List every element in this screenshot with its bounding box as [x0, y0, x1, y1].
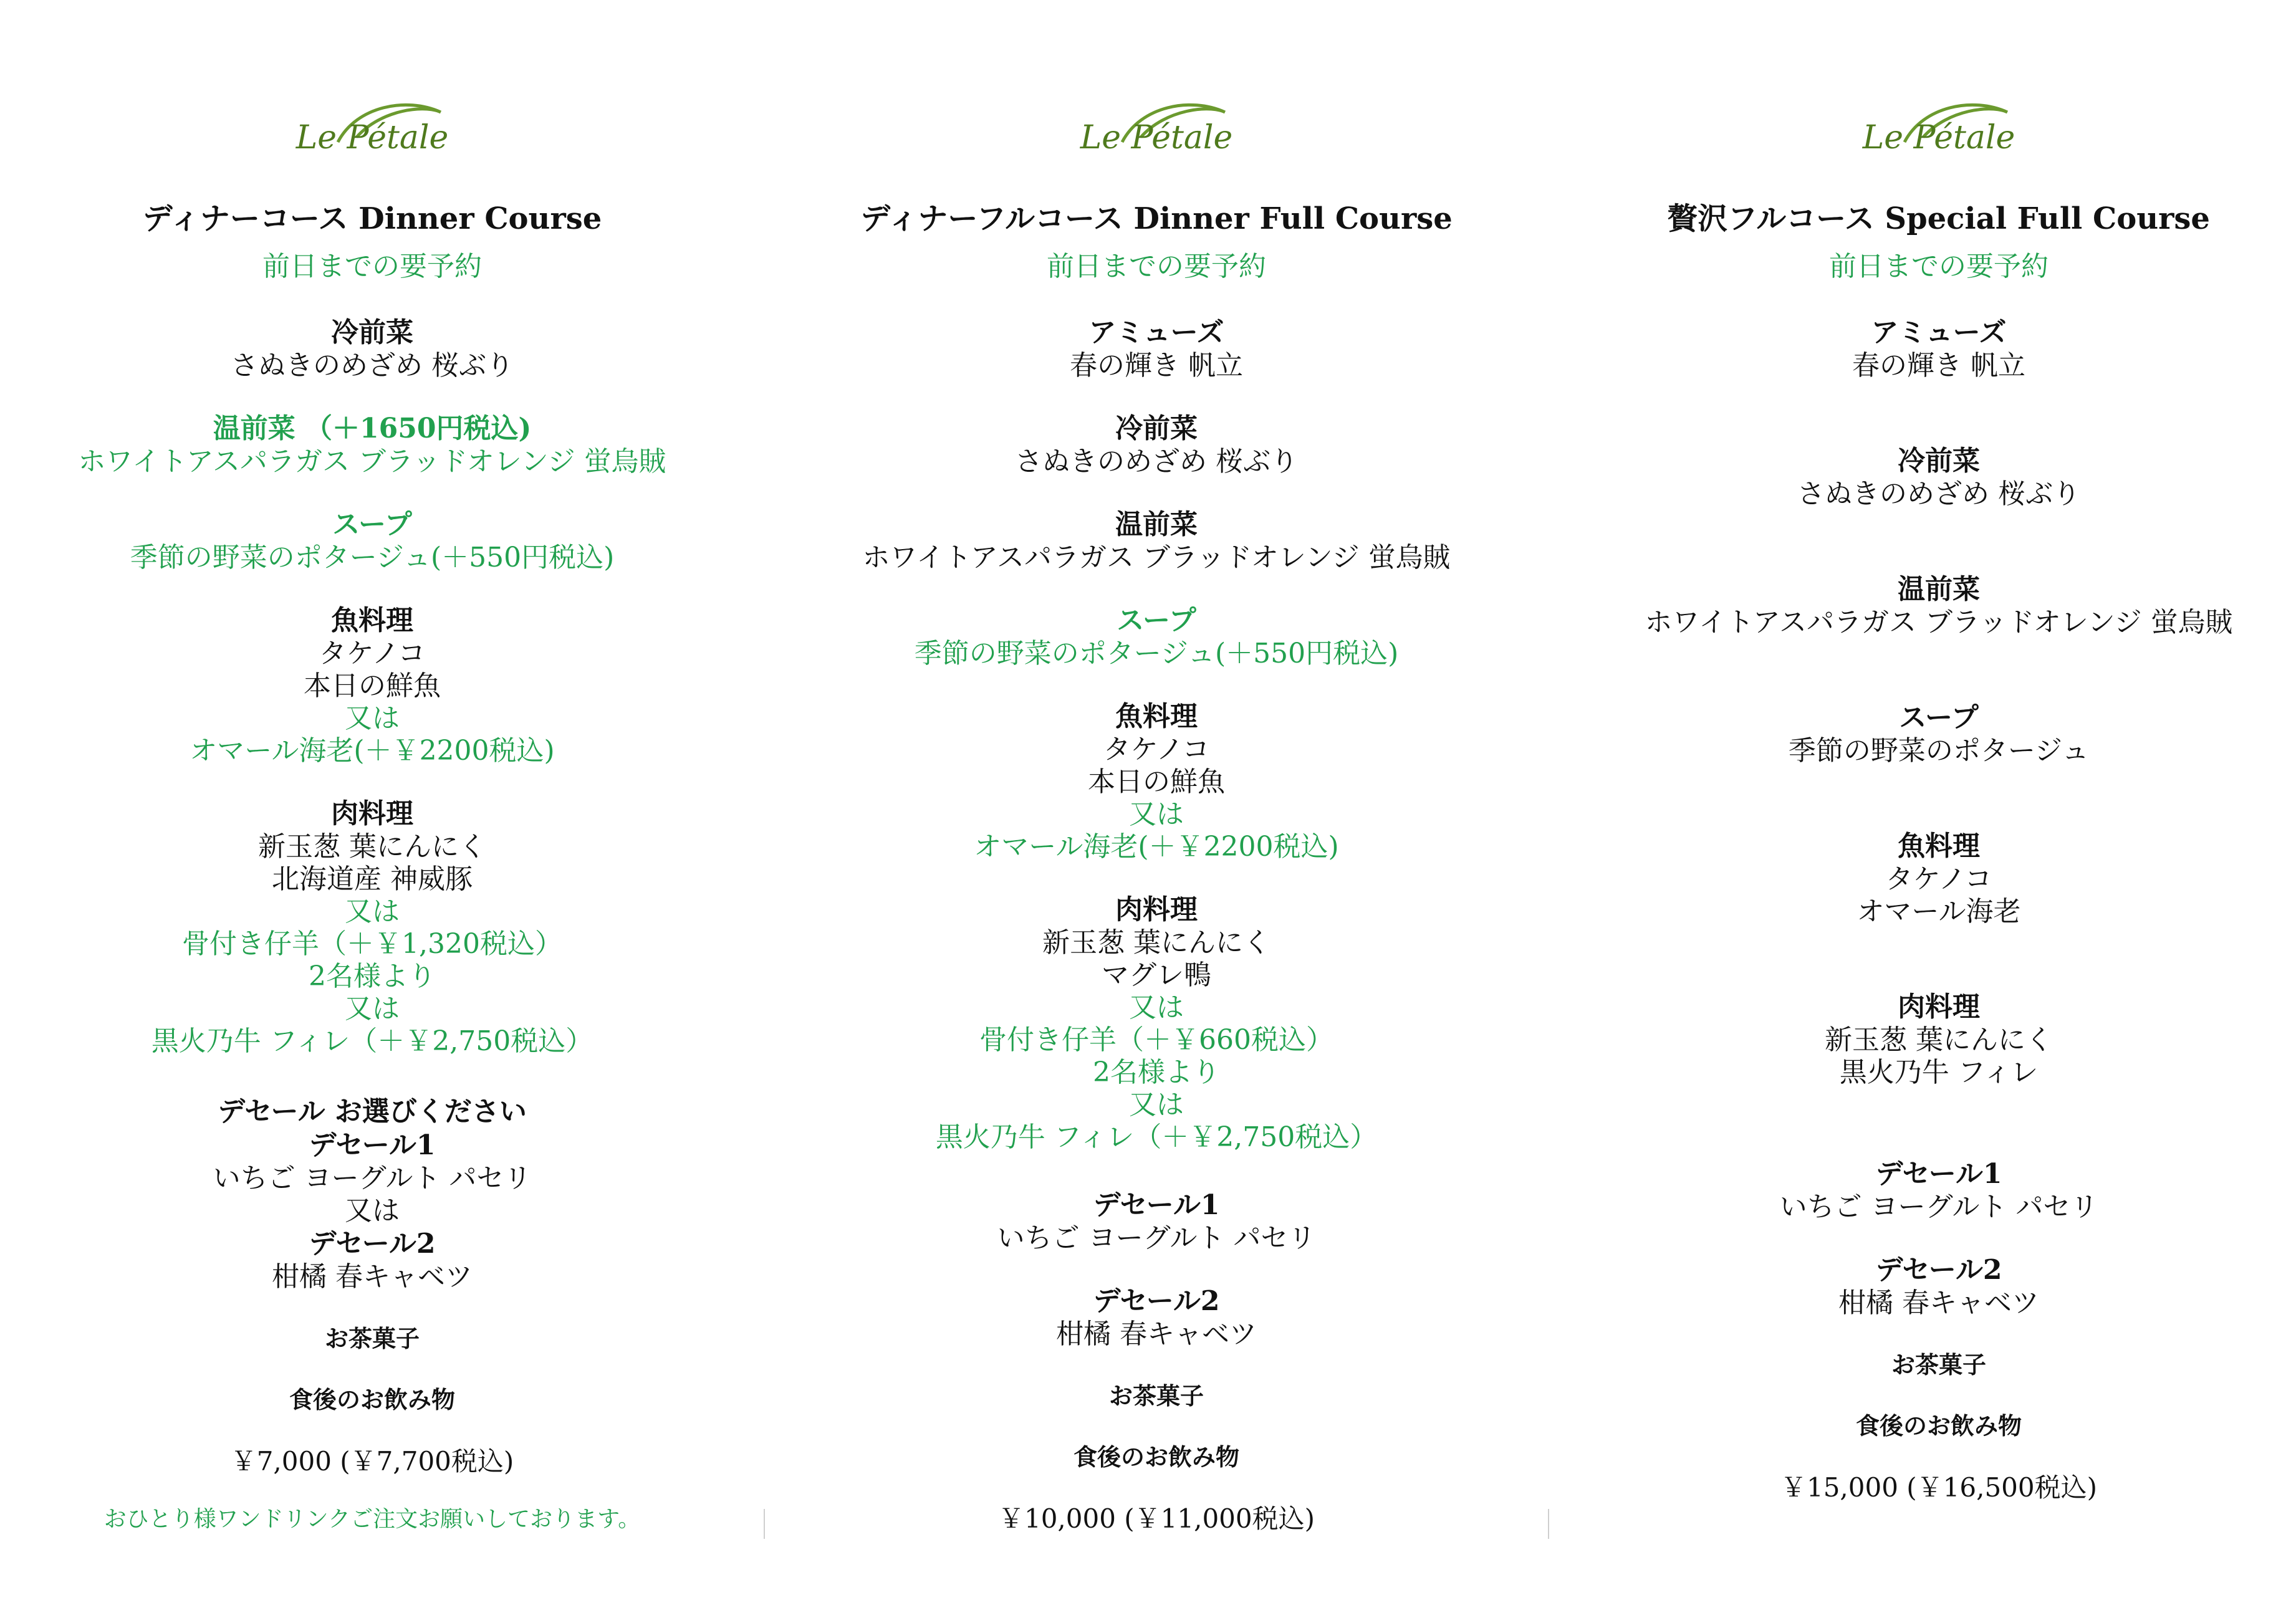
- dish-line: 骨付き仔羊（＋￥660税込）: [979, 1024, 1333, 1056]
- dish-line: 季節の野菜のポタージュ: [1788, 735, 2090, 767]
- dish-line: 新玉葱 葉にんにく: [1042, 927, 1270, 959]
- dessert-heading: デセール1: [1875, 1158, 2002, 1190]
- section-heading: 魚料理: [331, 605, 413, 636]
- dish-line: 本日の鮮魚: [1088, 766, 1225, 798]
- dish-line: タケノコ: [1885, 863, 1992, 895]
- logo-text: Le Pétale: [295, 119, 449, 156]
- section-heading: スープ: [1899, 702, 1979, 734]
- dish-line: いちご ヨーグルト パセリ: [213, 1162, 532, 1194]
- section-heading: アミューズ: [1871, 317, 2007, 348]
- option-or: 又は: [1129, 992, 1184, 1023]
- dish-line: さぬきのめざめ 桜ぶり: [1015, 446, 1298, 477]
- dish-line: 黒火乃牛 フィレ（＋￥2,750税込）: [935, 1121, 1378, 1153]
- dessert-heading: デセール2: [1875, 1254, 2002, 1286]
- dish-line: ホワイトアスパラガス ブラッドオレンジ 蛍烏賊: [862, 542, 1451, 573]
- dish-line: 柑橘 春キャベツ: [1056, 1318, 1257, 1350]
- option-or: 又は: [345, 1195, 400, 1227]
- course-title: ディナーコース Dinner Course: [142, 201, 602, 236]
- menu-column-dinner-full-course: [845, 93, 1468, 1535]
- dish-line: 新玉葱 葉にんにく: [258, 831, 486, 863]
- column-divider: [764, 1509, 765, 1539]
- section-heading: 冷前菜: [1898, 445, 1980, 477]
- course-price: ￥15,000 (￥16,500税込): [1780, 1472, 2098, 1503]
- one-drink-note: おひとり様ワンドリンクご注文お願いしております。: [103, 1506, 641, 1532]
- section-heading: スープ: [332, 509, 412, 540]
- dish-line: 黒火乃牛 フィレ（＋￥2,750税込）: [151, 1025, 593, 1057]
- section-heading: 魚料理: [1115, 701, 1198, 732]
- dish-line: さぬきのめざめ 桜ぶり: [231, 350, 514, 381]
- dish-line: オマール海老: [1856, 896, 2021, 927]
- option-or: 又は: [345, 993, 400, 1025]
- dish-line: タケノコ: [319, 638, 426, 669]
- section-heading: アミューズ: [1088, 317, 1224, 348]
- course-title: 贅沢フルコース Special Full Course: [1668, 201, 2210, 236]
- section-heading: 魚料理: [1898, 830, 1980, 862]
- dish-line: オマール海老(＋￥2200税込): [190, 735, 555, 767]
- logo-text: Le Pétale: [1080, 119, 1233, 156]
- dish-line: ホワイトアスパラガス ブラッドオレンジ 蛍烏賊: [1645, 606, 2233, 638]
- section-heading: 冷前菜: [331, 317, 413, 348]
- course-title: ディナーフルコース Dinner Full Course: [860, 201, 1453, 236]
- dish-line: タケノコ: [1103, 734, 1210, 765]
- dish-line: 柑橘 春キャベツ: [272, 1261, 473, 1293]
- course-price: ￥7,000 (￥7,700税込): [230, 1446, 514, 1477]
- after-meal-drink: 食後のお飲み物: [289, 1386, 455, 1414]
- dessert-heading: デセール2: [309, 1228, 436, 1260]
- section-heading: 冷前菜: [1115, 413, 1198, 444]
- section-heading: 肉料理: [1115, 894, 1198, 926]
- dish-line: 新玉葱 葉にんにく: [1825, 1024, 2053, 1056]
- dish-line: 柑橘 春キャベツ: [1838, 1287, 2039, 1319]
- dish-line: 春の輝き 帆立: [1852, 350, 2025, 381]
- le-petale-logo: [1848, 93, 2029, 162]
- dessert-heading: デセール2: [1093, 1285, 1220, 1317]
- dish-line: マグレ鴨: [1102, 959, 1211, 991]
- section-heading: 肉料理: [331, 798, 413, 830]
- section-heading: 温前菜: [1898, 573, 1980, 605]
- dish-line: 骨付き仔羊（＋￥1,320税込）: [182, 928, 562, 960]
- dessert-heading: デセール1: [309, 1129, 436, 1161]
- dish-line: いちご ヨーグルト パセリ: [1779, 1191, 2098, 1223]
- option-or: 又は: [1129, 798, 1184, 830]
- section-heading: 温前菜 （＋1650円税込): [213, 413, 532, 444]
- section-heading: 肉料理: [1898, 991, 1980, 1023]
- petit-fours: お茶菓子: [1108, 1382, 1204, 1410]
- course-price: ￥10,000 (￥11,000税込): [997, 1503, 1315, 1534]
- reservation-note: 前日までの要予約: [1047, 251, 1266, 282]
- section-heading: デセール お選びください: [218, 1096, 527, 1127]
- dish-line: さぬきのめざめ 桜ぶり: [1797, 478, 2080, 510]
- le-petale-logo: [282, 93, 463, 162]
- dessert-heading: デセール1: [1093, 1189, 1220, 1221]
- dish-line: ホワイトアスパラガス ブラッドオレンジ 蛍烏賊: [78, 446, 666, 477]
- dish-line: 季節の野菜のポタージュ(＋550円税込): [130, 542, 615, 573]
- dish-line: オマール海老(＋￥2200税込): [974, 831, 1339, 863]
- petit-fours: お茶菓子: [1891, 1351, 1986, 1379]
- reservation-note: 前日までの要予約: [1829, 251, 2049, 282]
- option-or: 又は: [345, 702, 400, 734]
- logo-text: Le Pétale: [1862, 119, 2015, 156]
- after-meal-drink: 食後のお飲み物: [1855, 1412, 2022, 1440]
- dish-line: 北海道産 神威豚: [272, 863, 473, 895]
- option-or: 又は: [345, 896, 400, 927]
- petit-fours: お茶菓子: [324, 1324, 420, 1352]
- dish-line: 2名様より: [309, 960, 436, 992]
- menu-column-special-full-course: [1627, 93, 2250, 1504]
- dish-line: 本日の鮮魚: [304, 670, 441, 702]
- reservation-note: 前日までの要予約: [262, 251, 482, 282]
- dish-line: 黒火乃牛 フィレ: [1839, 1056, 2039, 1088]
- le-petale-logo: [1066, 93, 1247, 162]
- column-divider: [1548, 1509, 1549, 1539]
- after-meal-drink: 食後のお飲み物: [1073, 1443, 1239, 1471]
- dish-line: 2名様より: [1093, 1056, 1220, 1088]
- menu-column-dinner-course: [60, 93, 684, 1534]
- section-heading: 温前菜: [1115, 509, 1198, 540]
- dish-line: いちご ヨーグルト パセリ: [997, 1222, 1316, 1254]
- dish-line: 春の輝き 帆立: [1070, 350, 1243, 381]
- section-heading: スープ: [1117, 605, 1196, 636]
- option-or: 又は: [1129, 1089, 1184, 1121]
- dish-line: 季節の野菜のポタージュ(＋550円税込): [914, 638, 1399, 669]
